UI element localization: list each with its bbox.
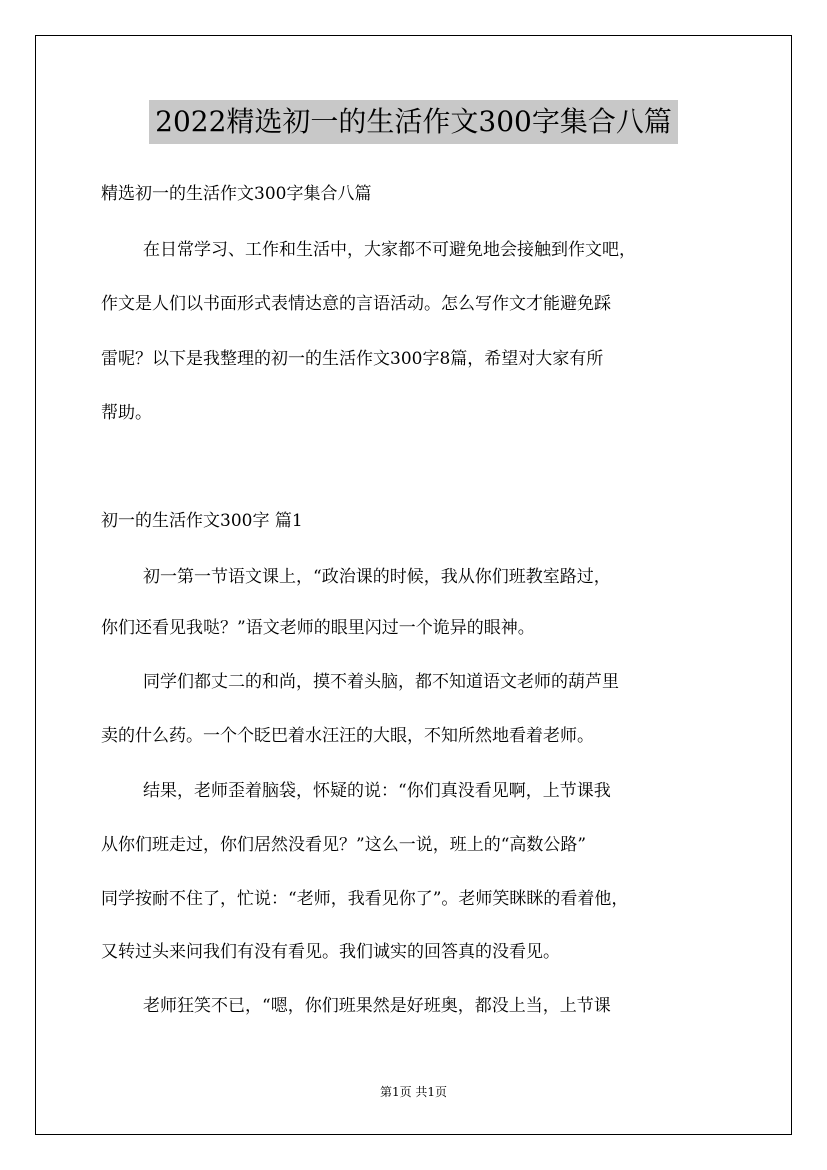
paragraph-line: 老师狂笑不已，“嗯，你们班果然是好班奥，都没上当，上节课	[143, 996, 611, 1016]
paragraph-line: 又转过头来问我们有没有看见。我们诚实的回答真的没看见。	[101, 942, 560, 962]
paragraph-line: 作文是人们以书面形式表情达意的言语活动。怎么写作文才能避免踩	[101, 294, 611, 314]
paragraph-line: 雷呢？以下是我整理的初一的生活作文300字8篇，希望对大家有所	[101, 349, 604, 369]
paragraph-line: 从你们班走过，你们居然没看见？”这么一说，班上的“高数公路”	[101, 835, 587, 855]
page-number-footer: 第1页 共1页	[379, 1085, 448, 1099]
title-container	[0, 100, 827, 144]
paragraph-line: 你们还看见我哒？”语文老师的眼里闪过一个诡异的眼神。	[101, 618, 535, 638]
paragraph-line: 同学们都丈二的和尚，摸不着头脑，都不知道语文老师的葫芦里	[143, 672, 619, 692]
paragraph-line: 同学按耐不住了，忙说：“老师，我看见你了”。老师笑眯眯的看着他，	[101, 889, 629, 909]
paragraph-line: 在日常学习、工作和生活中，大家都不可避免地会接触到作文吧，	[143, 240, 636, 260]
paragraph-line: 帮助。	[101, 403, 152, 423]
document-title: 2022精选初一的生活作文300字集合八篇	[149, 100, 678, 144]
paragraph-line: 卖的什么药。一个个眨巴着水汪汪的大眼，不知所然地看着老师。	[101, 726, 594, 746]
subtitle-line: 精选初一的生活作文300字集合八篇	[101, 184, 372, 204]
section-heading: 初一的生活作文300字 篇1	[101, 511, 303, 531]
paragraph-line: 初一第一节语文课上，“政治课的时候，我从你们班教室路过，	[143, 567, 611, 587]
paragraph-line: 结果，老师歪着脑袋，怀疑的说：“你们真没看见啊，上节课我	[143, 781, 611, 801]
